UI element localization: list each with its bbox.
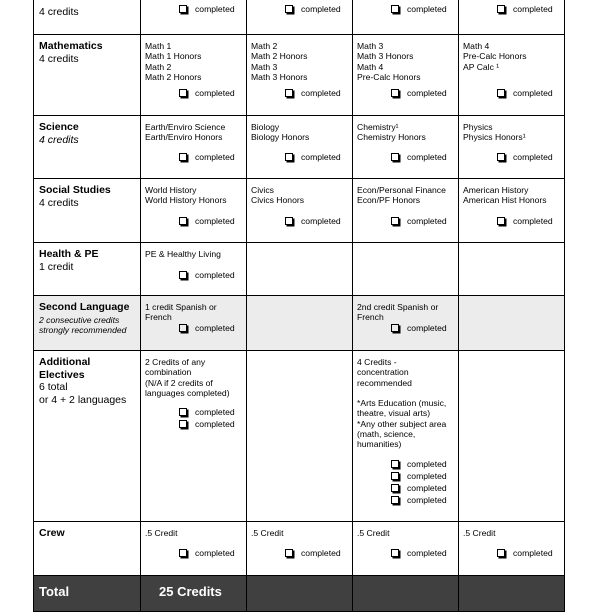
total-cell	[246, 575, 353, 612]
completed-checkbox[interactable]	[179, 407, 235, 419]
completed-checkbox[interactable]	[391, 216, 447, 228]
electives-year3-cell	[352, 350, 459, 522]
crew-year2-courses: .5 Credit	[251, 528, 284, 538]
total-cell	[352, 575, 459, 612]
completed-checkbox[interactable]	[285, 216, 341, 228]
science-credits-note: 4 credits	[39, 133, 79, 146]
crew-label-cell	[33, 521, 141, 576]
language-year1-courses: 1 credit Spanish or French	[145, 302, 217, 323]
language-credits-note: strongly recommended	[39, 324, 127, 335]
mathematics-year1-cell	[140, 34, 247, 116]
checkbox-icon[interactable]	[285, 153, 293, 161]
completed-checkbox[interactable]	[179, 548, 235, 560]
completed-label: completed	[407, 548, 447, 558]
language-label-cell	[33, 295, 141, 351]
completed-label: completed	[301, 548, 341, 558]
english-year1-cell	[140, 0, 247, 35]
completed-label: completed	[513, 4, 553, 14]
english-year4-cell	[458, 0, 565, 35]
total-credits-value: 25 Credits	[159, 584, 222, 599]
language-year3-courses: 2nd credit Spanish or French	[357, 302, 439, 323]
science-year4-courses: Physics Physics Honors¹	[463, 122, 526, 143]
crew-year1-courses: .5 Credit	[145, 528, 178, 538]
social-year1-cell	[140, 178, 247, 243]
english-credits-note: 4 credits	[39, 5, 79, 18]
completed-label: completed	[407, 459, 447, 469]
completed-label: completed	[301, 216, 341, 226]
social-year4-courses: American History American Hist Honors	[463, 185, 547, 206]
completed-label: completed	[195, 88, 235, 98]
completed-checkbox[interactable]	[391, 88, 447, 100]
checkbox-icon[interactable]	[179, 5, 187, 13]
completed-label: completed	[301, 152, 341, 162]
mathematics-year4-cell	[458, 34, 565, 116]
checkbox-icon[interactable]	[179, 408, 187, 416]
completed-label: completed	[195, 4, 235, 14]
electives-credits-note: or 4 + 2 languages	[39, 393, 127, 406]
social-year1-courses: World History World History Honors	[145, 185, 227, 206]
completed-checkbox[interactable]	[497, 4, 553, 16]
completed-checkbox[interactable]	[179, 4, 235, 16]
language-year2-cell	[246, 295, 353, 351]
health-credits-note: 1 credit	[39, 260, 74, 273]
checkbox-icon[interactable]	[391, 549, 399, 557]
checkbox-icon[interactable]	[391, 484, 399, 492]
completed-checkbox[interactable]	[179, 419, 235, 431]
completed-checkbox[interactable]	[391, 495, 447, 507]
completed-label: completed	[301, 4, 341, 14]
completed-label: completed	[407, 323, 447, 333]
language-year3-cell	[352, 295, 459, 351]
completed-label: completed	[407, 471, 447, 481]
health-year4-cell	[458, 242, 565, 296]
completed-label: completed	[195, 323, 235, 333]
electives-label-cell	[33, 350, 141, 522]
science-year2-cell	[246, 115, 353, 179]
english-year3-cell	[352, 0, 459, 35]
crew-year2-cell	[246, 521, 353, 576]
mathematics-year3-courses: Math 3 Math 3 Honors Math 4 Pre-Calc Honors	[357, 41, 421, 82]
completed-label: completed	[407, 216, 447, 226]
graduation-credits-table	[34, 0, 565, 600]
completed-checkbox[interactable]	[497, 88, 553, 100]
checkbox-icon[interactable]	[391, 324, 399, 332]
checkbox-icon[interactable]	[285, 5, 293, 13]
completed-checkbox[interactable]	[497, 216, 553, 228]
completed-checkbox[interactable]	[391, 323, 447, 335]
completed-label: completed	[407, 4, 447, 14]
mathematics-credits-note: 4 credits	[39, 52, 79, 65]
completed-label: completed	[407, 88, 447, 98]
completed-checkbox[interactable]	[497, 548, 553, 560]
social-credits-note: 4 credits	[39, 196, 79, 209]
crew-year3-cell	[352, 521, 459, 576]
crew-label	[39, 527, 65, 540]
checkbox-icon[interactable]	[285, 549, 293, 557]
language-credits-note: 2 consecutive credits	[39, 314, 120, 325]
completed-checkbox[interactable]	[285, 152, 341, 164]
completed-checkbox[interactable]	[179, 270, 235, 282]
total-cell	[458, 575, 565, 612]
completed-label: completed	[301, 88, 341, 98]
completed-checkbox[interactable]	[391, 483, 447, 495]
science-label	[39, 121, 79, 146]
checkbox-icon[interactable]	[391, 153, 399, 161]
checkbox-icon[interactable]	[391, 496, 399, 504]
completed-checkbox[interactable]	[179, 152, 235, 164]
completed-label: completed	[407, 495, 447, 505]
mathematics-year4-courses: Math 4 Pre-Calc Honors AP Calc ¹	[463, 41, 527, 72]
health-year3-cell	[352, 242, 459, 296]
crew-year1-cell	[140, 521, 247, 576]
completed-checkbox[interactable]	[497, 152, 553, 164]
checkbox-icon[interactable]	[285, 217, 293, 225]
science-title: Science	[39, 121, 79, 133]
completed-label: completed	[513, 548, 553, 558]
social-year2-cell	[246, 178, 353, 243]
completed-label: completed	[195, 407, 235, 417]
completed-checkbox[interactable]	[391, 459, 447, 471]
electives-title: Additional Electives	[39, 356, 91, 381]
language-label	[39, 301, 129, 335]
completed-label: completed	[195, 270, 235, 280]
total-cell	[140, 575, 247, 612]
health-label-cell	[33, 242, 141, 296]
science-year1-cell	[140, 115, 247, 179]
completed-label: completed	[513, 216, 553, 226]
completed-label: completed	[407, 152, 447, 162]
completed-checkbox[interactable]	[391, 152, 447, 164]
completed-checkbox[interactable]	[285, 4, 341, 16]
completed-checkbox[interactable]	[179, 323, 235, 335]
electives-year4-cell	[458, 350, 565, 522]
social-year3-courses: Econ/Personal Finance Econ/PF Honors	[357, 185, 446, 206]
health-year1-cell	[140, 242, 247, 296]
electives-credits-note: 6 total	[39, 381, 68, 393]
completed-label: completed	[195, 548, 235, 558]
mathematics-year3-cell	[352, 34, 459, 116]
completed-checkbox[interactable]	[179, 216, 235, 228]
checkbox-icon[interactable]	[497, 89, 505, 97]
completed-label: completed	[513, 88, 553, 98]
completed-label: completed	[195, 216, 235, 226]
checkbox-icon[interactable]	[497, 153, 505, 161]
completed-checkbox[interactable]	[285, 88, 341, 100]
checkbox-icon[interactable]	[179, 89, 187, 97]
checkbox-icon[interactable]	[497, 549, 505, 557]
completed-checkbox[interactable]	[179, 88, 235, 100]
checkbox-icon[interactable]	[179, 324, 187, 332]
checkbox-icon[interactable]	[179, 549, 187, 557]
health-year1-courses: PE & Healthy Living	[145, 249, 221, 259]
social-year2-courses: Civics Civics Honors	[251, 185, 305, 206]
total-label-cell	[33, 575, 141, 612]
science-year2-courses: Biology Biology Honors	[251, 122, 310, 143]
science-label-cell	[33, 115, 141, 179]
science-year4-cell	[458, 115, 565, 179]
language-year1-cell	[140, 295, 247, 351]
crew-year4-courses: .5 Credit	[463, 528, 496, 538]
crew-year4-cell	[458, 521, 565, 576]
completed-checkbox[interactable]	[391, 471, 447, 483]
language-title: Second Language	[39, 301, 130, 313]
science-year3-courses: Chemistry¹ Chemistry Honors	[357, 122, 426, 143]
social-label-cell	[33, 178, 141, 243]
mathematics-year2-courses: Math 2 Math 2 Honors Math 3 Math 3 Honors	[251, 41, 308, 82]
completed-checkbox[interactable]	[391, 548, 447, 560]
completed-checkbox[interactable]	[391, 4, 447, 16]
language-year4-cell	[458, 295, 565, 351]
checkbox-icon[interactable]	[497, 5, 505, 13]
english-label-cell	[33, 0, 141, 35]
electives-label	[39, 356, 126, 406]
total-label: Total	[39, 584, 70, 599]
english-year2-cell	[246, 0, 353, 35]
completed-label: completed	[407, 483, 447, 493]
science-year1-courses: Earth/Enviro Science Earth/Enviro Honors	[145, 122, 226, 143]
checkbox-icon[interactable]	[391, 472, 399, 480]
social-label	[39, 184, 111, 209]
mathematics-year2-cell	[246, 34, 353, 116]
completed-label: completed	[195, 152, 235, 162]
crew-title: Crew	[39, 527, 65, 539]
checkbox-icon[interactable]	[179, 153, 187, 161]
social-year3-cell	[352, 178, 459, 243]
completed-label: completed	[195, 419, 235, 429]
electives-year3-courses: 4 Credits - concentration recommended *Arts Education (music, theatre, visual arts) *Any other subject area (math, science, humanities)	[357, 357, 447, 450]
social-year4-cell	[458, 178, 565, 243]
science-year3-cell	[352, 115, 459, 179]
mathematics-year1-courses: Math 1 Math 1 Honors Math 2 Math 2 Honors	[145, 41, 202, 82]
electives-year2-cell	[246, 350, 353, 522]
electives-year1-courses: 2 Credits of any combination (N/A if 2 credits of languages completed)	[145, 357, 230, 398]
english-label	[39, 6, 79, 19]
completed-checkbox[interactable]	[285, 548, 341, 560]
health-label	[39, 248, 99, 273]
checkbox-icon[interactable]	[179, 217, 187, 225]
mathematics-title: Mathematics	[39, 40, 103, 52]
checkbox-icon[interactable]	[497, 217, 505, 225]
checkbox-icon[interactable]	[391, 5, 399, 13]
social-title: Social Studies	[39, 184, 111, 196]
checkbox-icon[interactable]	[391, 460, 399, 468]
checkbox-icon[interactable]	[285, 89, 293, 97]
crew-year3-courses: .5 Credit	[357, 528, 390, 538]
checkbox-icon[interactable]	[179, 271, 187, 279]
completed-label: completed	[513, 152, 553, 162]
electives-year1-cell	[140, 350, 247, 522]
health-year2-cell	[246, 242, 353, 296]
checkbox-icon[interactable]	[391, 89, 399, 97]
mathematics-label-cell	[33, 34, 141, 116]
health-title: Health & PE	[39, 248, 99, 260]
mathematics-label	[39, 40, 103, 65]
checkbox-icon[interactable]	[179, 420, 187, 428]
checkbox-icon[interactable]	[391, 217, 399, 225]
